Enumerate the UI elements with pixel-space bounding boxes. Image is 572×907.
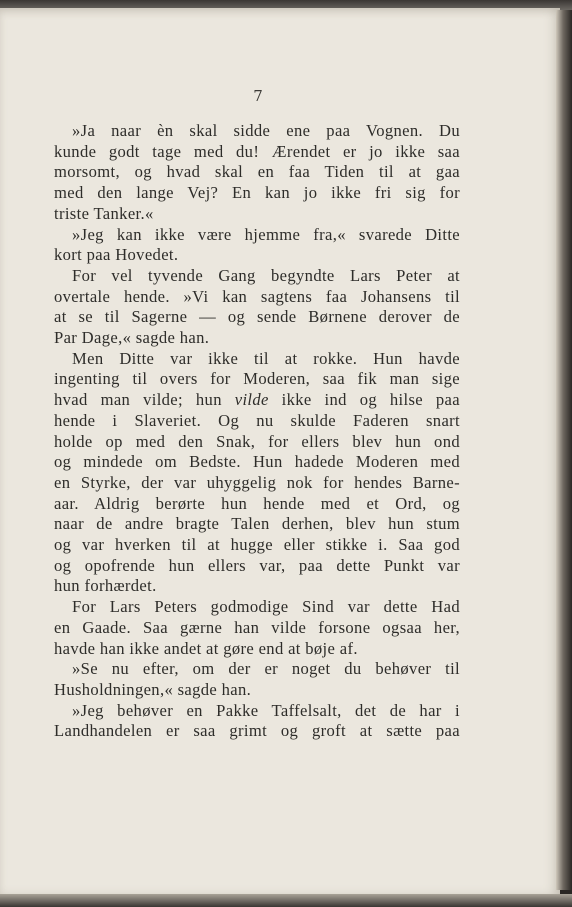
- text-line: [54, 618, 460, 639]
- text-line: [54, 721, 460, 742]
- text-segment: at se til Sagerne — og sende Børnene derover de: [54, 307, 460, 327]
- text-segment: overtale hende. »Vi kan sagtens faa Johansens til: [54, 286, 460, 306]
- text-segment: For vel tyvende Gang begyndte Lars Peter at: [72, 265, 460, 285]
- text-line: [54, 245, 460, 266]
- text-line: [54, 535, 460, 556]
- text-line: [54, 287, 460, 308]
- text-line: [54, 494, 460, 515]
- text-segment: kunde godt tage med du! Ærendet er jo ikke saa: [54, 141, 460, 161]
- text-segment: »Se nu efter, om der er noget du behøver til: [72, 659, 460, 679]
- text-line: [54, 514, 460, 535]
- text-segment: Men Ditte var ikke til at rokke. Hun havde: [72, 348, 460, 368]
- text-line: [54, 328, 460, 349]
- text-segment: hvad man vilde; hun: [54, 390, 235, 410]
- text-segment: morsomt, og hvad skal en faa Tiden til at gaa: [54, 162, 460, 182]
- text-segment: med den lange Vej? En kan jo ikke fri sig for: [54, 183, 460, 203]
- text-line: [54, 349, 460, 370]
- text-segment: en Gaade. Saa gærne han vilde forsone ogsaa her,: [54, 617, 460, 637]
- text-segment: Husholdningen,« sagde han.: [54, 679, 252, 699]
- text-line: [54, 556, 460, 577]
- text-line: [54, 142, 460, 163]
- text-line: [54, 432, 460, 453]
- text-line: [54, 204, 460, 225]
- text-segment: triste Tanker.«: [54, 203, 154, 223]
- text-segment: Landhandelen er saa grimt og groft at sætte paa: [54, 721, 460, 741]
- page-number: 7: [253, 87, 263, 105]
- text-segment: og mindede om Bedste. Hun hadede Moderen med: [54, 452, 460, 472]
- text-segment: »Ja naar èn skal sidde ene paa Vognen. Du: [72, 121, 460, 140]
- text-line: [54, 369, 460, 390]
- page-edge-right: [556, 10, 572, 890]
- text-segment: ingenting til overs for Moderen, saa fik man sige: [54, 369, 460, 389]
- body-text: [54, 121, 460, 742]
- text-line: [54, 701, 460, 722]
- text-segment: »Jeg kan ikke være hjemme fra,« svarede Ditte: [72, 224, 460, 244]
- text-line: [54, 390, 460, 411]
- text-segment: en Styrke, der var uhyggelig nok for hendes Barne-: [54, 472, 460, 492]
- text-line: [54, 307, 460, 328]
- text-line: [54, 680, 460, 701]
- text-line: [54, 473, 460, 494]
- text-line: [54, 597, 460, 618]
- text-line: [54, 639, 460, 660]
- text-segment: og var hverken til at hugge eller stikke i. Saa god: [54, 535, 460, 555]
- italic-word: vilde: [234, 390, 269, 410]
- text-segment: For Lars Peters godmodige Sind var dette Had: [72, 597, 460, 617]
- text-line: [54, 162, 460, 183]
- book-page: [0, 8, 560, 896]
- text-line: [54, 183, 460, 204]
- text-segment: holde op med den Snak, for ellers blev hun ond: [54, 431, 460, 451]
- text-line: [54, 452, 460, 473]
- text-line: [54, 225, 460, 246]
- text-segment: naar de andre bragte Talen derhen, blev hun stum: [54, 514, 460, 534]
- text-line: [54, 266, 460, 287]
- text-segment: ikke ind og hilse paa: [268, 390, 460, 410]
- text-line: [54, 121, 460, 142]
- text-segment: Par Dage,« sagde han.: [54, 328, 210, 348]
- text-segment: og opofrende hun ellers var, paa dette Punkt var: [54, 555, 460, 575]
- text-segment: aar. Aldrig berørte hun hende med et Ord, og: [54, 493, 460, 513]
- text-line: [54, 576, 460, 597]
- text-segment: kort paa Hovedet.: [54, 245, 179, 265]
- text-line: [54, 659, 460, 680]
- text-segment: havde han ikke andet at gøre end at bøje af.: [54, 638, 358, 658]
- page-edge-bottom: [0, 894, 572, 907]
- text-segment: »Jeg behøver en Pakke Taffelsalt, det de har i: [72, 700, 460, 720]
- text-line: [54, 411, 460, 432]
- text-segment: hun forhærdet.: [54, 576, 157, 596]
- text-segment: hende i Slaveriet. Og nu skulde Faderen snart: [54, 410, 460, 430]
